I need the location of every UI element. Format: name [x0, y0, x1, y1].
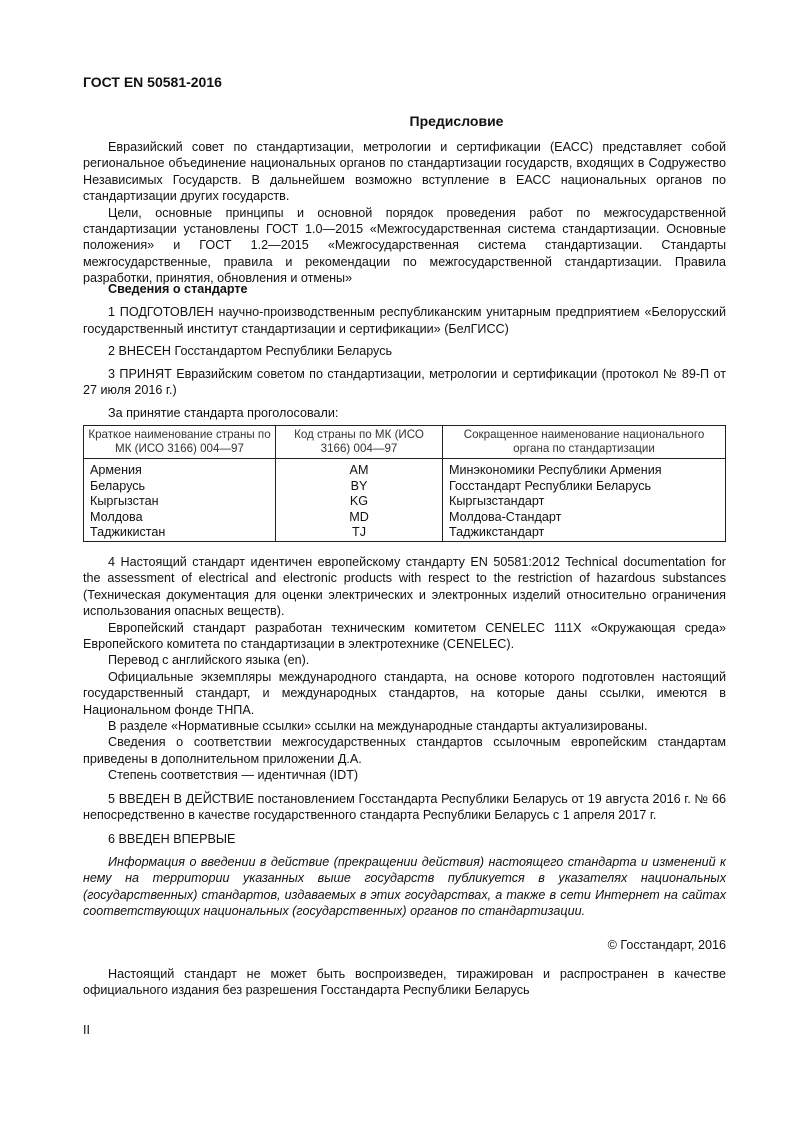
table-row [84, 525, 726, 541]
intro-section [83, 139, 726, 287]
voting-table [83, 425, 726, 542]
country-name: Беларусь [84, 479, 276, 495]
rights-paragraph: Настоящий стандарт не может быть воспроизведен, тиражирован и распространен в качестве официального издания без разрешения Госстандарта Республики Беларусь [83, 966, 726, 998]
country-name: Кыргызстан [84, 494, 276, 510]
national-body: Госстандарт Республики Беларусь [443, 479, 726, 495]
paragraph: 6 ВВЕДЕН ВПЕРВЫЕ [108, 831, 236, 846]
national-body: Молдова-Стандарт [443, 510, 726, 526]
page-title: Предисловие [409, 113, 504, 129]
paragraph: Степень соответствия — идентичная (IDT) [108, 768, 359, 783]
paragraph: За принятие стандарта проголосовали: [108, 406, 339, 421]
paragraph: 5 ВВЕДЕН В ДЕЙСТВИЕ постановлением Госстандарта Республики Беларусь от 19 августа 2016 г. № 66 непосредственно в качестве государственного стандарта Республики Беларусь с 1 апреля 2017 г. [83, 791, 726, 823]
country-name: Армения [84, 459, 276, 479]
column-header: Код страны по МК (ИСО 3166) 004—97 [276, 426, 443, 459]
country-code: BY [276, 479, 443, 495]
column-header: Сокращенное наименование национального органа по стандартизации [443, 426, 726, 459]
section-heading: Сведения о стандарте [108, 282, 248, 296]
table-row [84, 510, 726, 526]
item4-section [83, 554, 726, 999]
about-section [83, 281, 726, 422]
paragraph: Перевод с английского языка (en). [108, 653, 310, 668]
paragraph: 4 Настоящий стандарт идентичен европейскому стандарту EN 50581:2012 Technical documentation for the assessment of electrical and electronic products with respect to the restriction of hazardous substances (Техническая документация для оценки электрических и электронных изделий относительно ограничения использования опасных веществ). [83, 555, 726, 619]
paragraph: В разделе «Нормативные ссылки» ссылки на международные стандарты актуализированы. [108, 719, 648, 734]
document-header: ГОСТ EN 50581-2016 [83, 74, 222, 90]
copyright: © Госстандарт, 2016 [607, 937, 726, 952]
national-body: Кыргызстандарт [443, 494, 726, 510]
country-code: TJ [276, 525, 443, 541]
country-name: Таджикистан [84, 525, 276, 541]
country-code: KG [276, 494, 443, 510]
paragraph: 3 ПРИНЯТ Евразийским советом по стандартизации, метрологии и сертификации (протокол № 89-П от 27 июля 2016 г.) [83, 366, 726, 398]
national-body: Таджикстандарт [443, 525, 726, 541]
country-name: Молдова [84, 510, 276, 526]
page-number: II [83, 1023, 90, 1037]
country-code: AM [276, 459, 443, 479]
national-body: Минэкономики Республики Армения [443, 459, 726, 479]
paragraph: Европейский стандарт разработан техническим комитетом CENELEC 111X «Окружающая среда» Европейского комитета по стандартизации в электротехнике (CENELEC). [83, 620, 726, 652]
notice-paragraph: Информация о введении в действие (прекращении действия) настоящего стандарта и изменений к нему на территории указанных выше государств публикуется в указателях национальных (государственных) стандартов, издаваемых в этих государствах, а также в сети Интернет на сайтах соответствующих национальных (государственных) органов по стандартизации. [83, 854, 726, 919]
paragraph: Евразийский совет по стандартизации, метрологии и сертификации (ЕАСС) представляет собой региональное объединение национальных органов по стандартизации государств, входящих в Содружество Независимых Государств. В дальнейшем возможно вступление в ЕАСС национальных органов по стандартизации других государств. [83, 140, 726, 204]
paragraph: Официальные экземпляры международного стандарта, на основе которого подготовлен настоящий государственный стандарт, и международных стандартов, на которые даны ссылки, имеются в Национальном фонде ТНПА. [83, 669, 726, 717]
table-row [84, 494, 726, 510]
paragraph: Цели, основные принципы и основной порядок проведения работ по межгосударственной стандартизации установлены ГОСТ 1.0—2015 «Межгосударственная система стандартизации. Основные положения» и ГОСТ 1.2—2015 «Межгосударственная система стандартизации. Стандарты межгосударственные, правила и рекомендации по межгосударственной стандартизации. Правила разработки, принятия, обновления и отмены» [83, 205, 726, 286]
paragraph: 1 ПОДГОТОВЛЕН научно-производственным республиканским унитарным предприятием «Белорусский государственный институт стандартизации и сертификации» (БелГИСС) [83, 305, 726, 336]
paragraph: Сведения о соответствии межгосударственных стандартов ссылочным европейским стандартам приведены в дополнительном приложении Д.А. [83, 735, 726, 766]
paragraph: 2 ВНЕСЕН Госстандартом Республики Беларусь [108, 344, 393, 359]
table-row [84, 479, 726, 495]
country-code: MD [276, 510, 443, 526]
column-header: Краткое наименование страны по МК (ИСО 3166) 004—97 [84, 426, 276, 459]
table-row [84, 459, 726, 479]
